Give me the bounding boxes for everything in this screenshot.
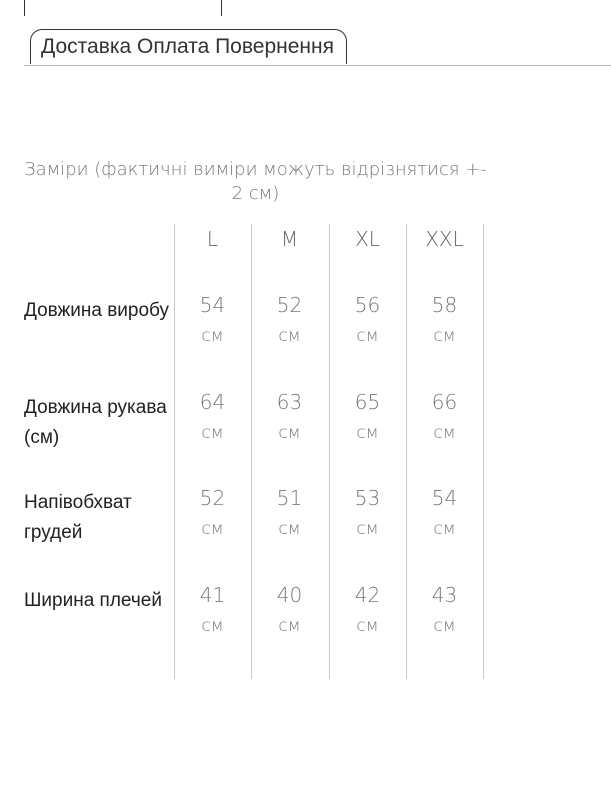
- table-cell: 64 см: [199, 390, 226, 443]
- info-tab[interactable]: [30, 29, 347, 64]
- table-cell: 52 см: [199, 486, 226, 539]
- table-cell: 43 см: [431, 583, 458, 636]
- table-cell: 56 см: [354, 293, 381, 346]
- table-cell: 66 см: [431, 390, 458, 443]
- table-cell: 65 см: [354, 390, 381, 443]
- table-cell: 52 см: [276, 293, 303, 346]
- table-cell: 63 см: [276, 390, 303, 443]
- table-cell: 41 см: [199, 583, 226, 636]
- row-label-sleeve: Довжина рукава (см): [24, 397, 167, 448]
- row-label-chest: Напівобхват грудей: [24, 492, 132, 543]
- column-header-xl: XL: [355, 227, 380, 251]
- info-tab-label: Доставка Оплата Повернення: [41, 35, 334, 58]
- table-cell: 54 см: [199, 293, 226, 346]
- table-cell: 40 см: [276, 583, 303, 636]
- table-cell: 58 см: [431, 293, 458, 346]
- top-bracket-frame: [24, 0, 222, 16]
- table-cell: 51 см: [276, 486, 303, 539]
- table-cell: 54 см: [431, 486, 458, 539]
- table-cell: 53 см: [354, 486, 381, 539]
- tab-divider: [24, 65, 611, 66]
- table-cell: 42 см: [354, 583, 381, 636]
- column-header-xxl: XXL: [425, 227, 464, 251]
- column-header-l: L: [206, 227, 219, 251]
- column-divider: [483, 224, 484, 679]
- measurements-caption: Заміри (фактичні виміри можуть відрізнятися +- 2 см): [24, 159, 487, 204]
- column-header-m: M: [280, 227, 299, 251]
- row-label-length: Довжина виробу: [24, 300, 169, 321]
- row-label-shoulders: Ширина плечей: [24, 590, 162, 611]
